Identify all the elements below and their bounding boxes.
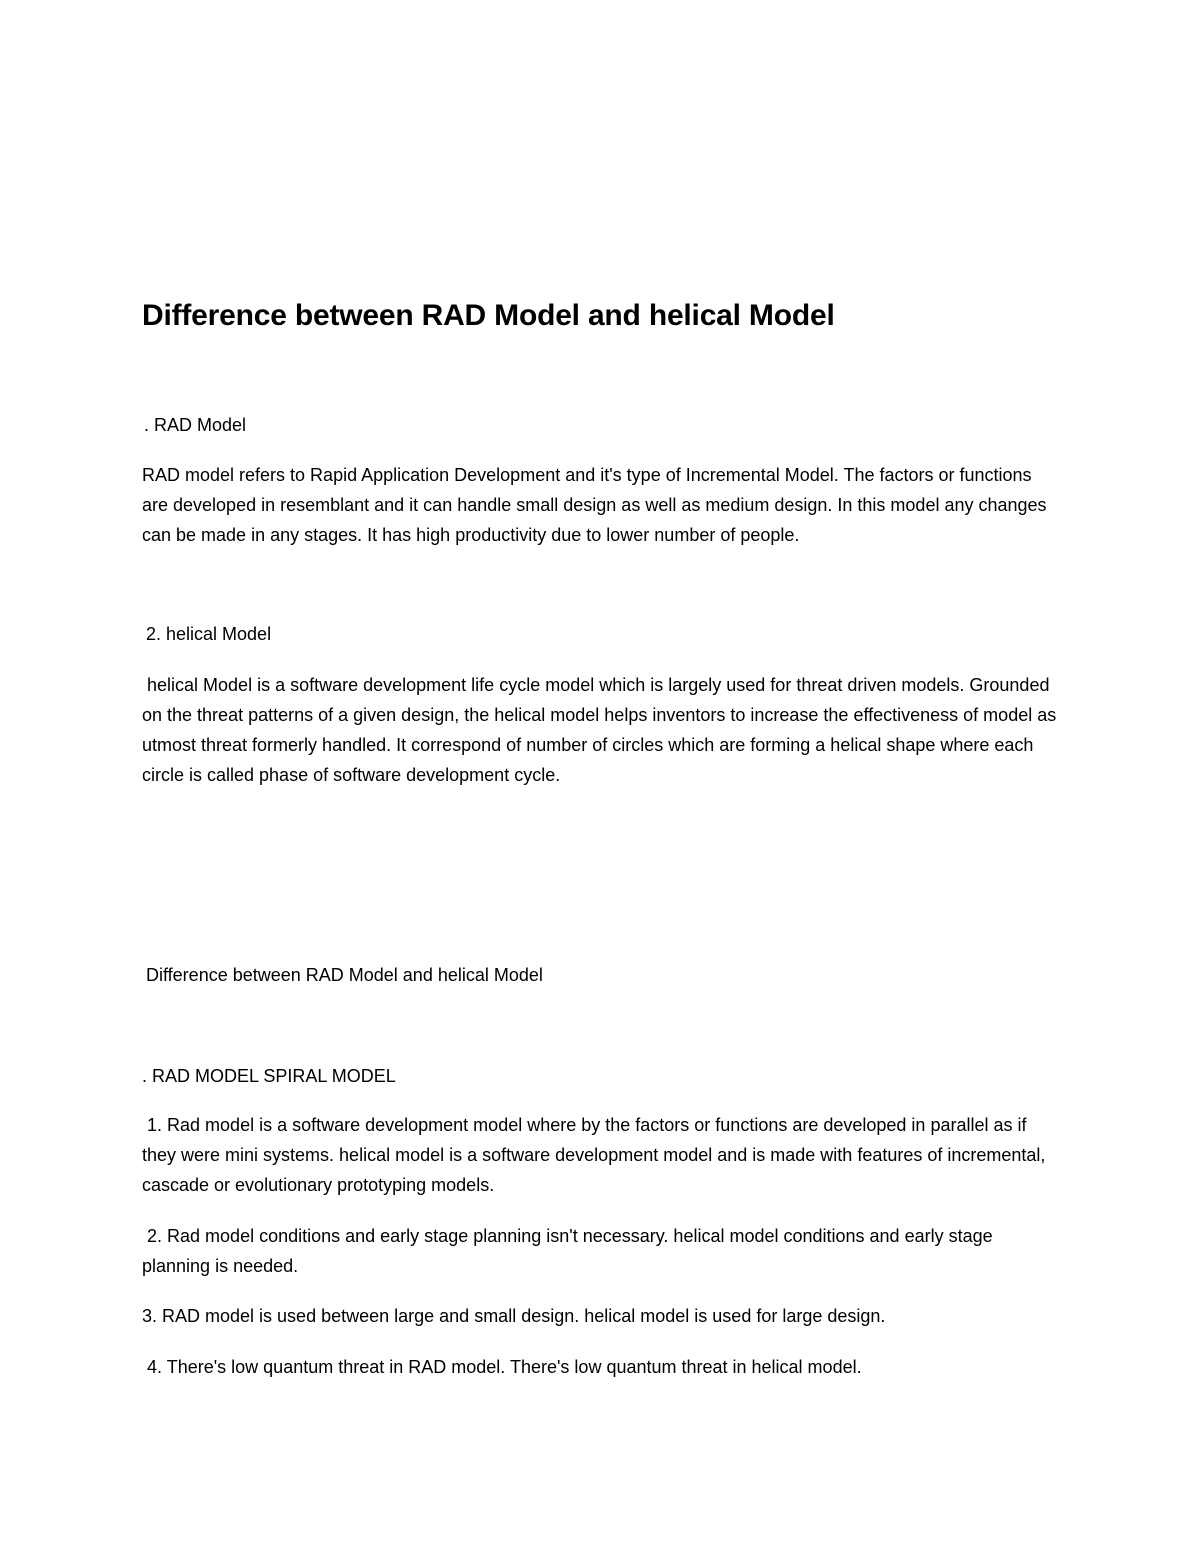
section-heading-helical: 2. helical Model: [146, 624, 272, 644]
comparison-point-1: 1. Rad model is a software development model where by the factors or functions are developed in parallel as if they were mini systems. helical model is a software development model and is made with features of incremental, cascade or evolutionary prototyping models.: [142, 1115, 1051, 1195]
section-body-rad: RAD model refers to Rapid Application Development and it's type of Incremental Model. The factors or functions are developed in resemblant and it can handle small design as well as medium design. In this model any changes can be made in any stages. It has high productivity due to lower number of people.: [142, 465, 1047, 545]
comparison-columns-line: . RAD MODEL SPIRAL MODEL: [142, 1066, 396, 1086]
comparison-point-2: 2. Rad model conditions and early stage planning isn't necessary. helical model conditions and early stage planning is needed.: [142, 1226, 998, 1276]
page-title: Difference between RAD Model and helical Model: [142, 299, 835, 332]
comparison-point-3: 3. RAD model is used between large and small design. helical model is used for large design.: [142, 1306, 886, 1326]
comparison-heading: Difference between RAD Model and helical Model: [146, 965, 543, 985]
section-body-helical: helical Model is a software development life cycle model which is largely used for threat driven models. Grounded on the threat patterns of a given design, the helical model helps inventors to increase the effectiveness of model as utmost threat formerly handled. It correspond of number of circles which are forming a helical shape where each circle is called phase of software development cycle.: [142, 675, 1062, 785]
section-heading-rad: . RAD Model: [144, 415, 247, 435]
comparison-point-4: 4. There's low quantum threat in RAD model. There's low quantum threat in helical model.: [142, 1357, 862, 1377]
